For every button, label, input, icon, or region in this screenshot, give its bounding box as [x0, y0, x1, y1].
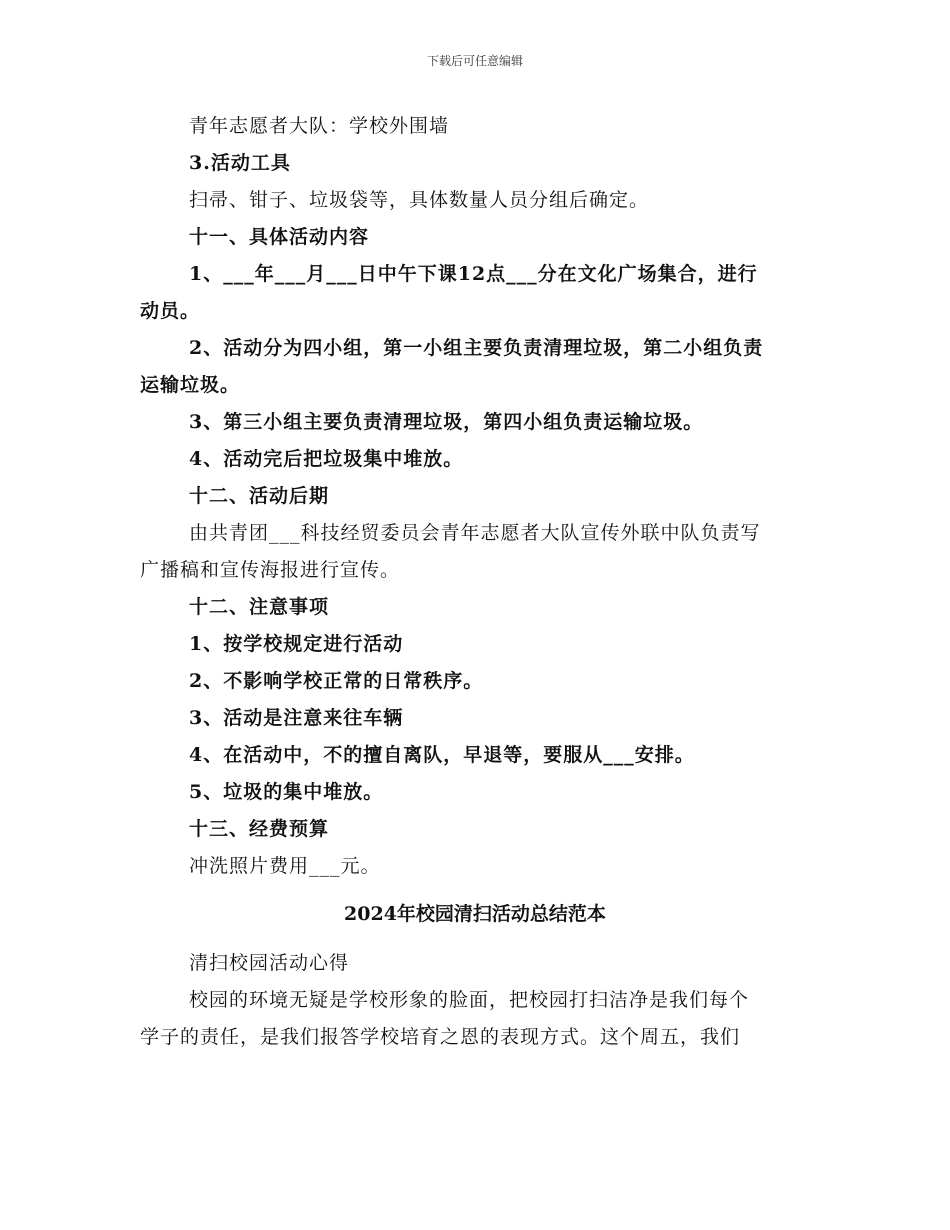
text-line: 3、第三小组主要负责清理垃圾，第四小组负责运输垃圾。 — [189, 411, 704, 433]
text-line: 4、在活动中，不的擅自离队，早退等，要服从___安排。 — [189, 744, 695, 766]
text-line: 1、按学校规定进行活动 — [189, 633, 404, 655]
text-line: 2、不影响学校正常的日常秩序。 — [189, 670, 484, 692]
text-line: 清扫校园活动心得 — [189, 952, 350, 974]
page-header: 下载后可任意编辑 — [426, 54, 523, 68]
section-heading: 十二、注意事项 — [189, 596, 330, 618]
text-line: 青年志愿者大队：学校外围墙 — [189, 115, 450, 137]
text-line: 3、活动是注意来往车辆 — [189, 707, 404, 729]
text-line: 动员。 — [140, 300, 201, 322]
text-line: 4、活动完后把垃圾集中堆放。 — [189, 448, 464, 470]
text-line: 运输垃圾。 — [140, 374, 241, 396]
text-line: 校园的环境无疑是学校形象的脸面，把校园打扫洁净是我们每个 — [189, 989, 750, 1011]
document-title: 2024年校园清扫活动总结范本 — [344, 903, 606, 925]
section-heading: 十一、具体活动内容 — [189, 226, 370, 248]
text-line: 由共青团___科技经贸委员会青年志愿者大队宣传外联中队负责写 — [189, 522, 761, 544]
section-heading: 十二、活动后期 — [189, 485, 330, 507]
section-heading: 3.活动工具 — [189, 152, 291, 174]
text-line: 5、垃圾的集中堆放。 — [189, 781, 384, 803]
text-line: 广播稿和宣传海报进行宣传。 — [140, 559, 401, 581]
text-line: 扫帚、钳子、垃圾袋等，具体数量人员分组后确定。 — [189, 189, 650, 211]
text-line: 学子的责任，是我们报答学校培育之恩的表现方式。这个周五，我们 — [140, 1026, 741, 1048]
text-line: 冲洗照片费用___元。 — [189, 855, 381, 877]
section-heading: 十三、经费预算 — [189, 818, 330, 840]
text-line: 2、活动分为四小组，第一小组主要负责清理垃圾，第二小组负责 — [189, 337, 764, 359]
text-line: 1、___年___月___日中午下课12点___分在文化广场集合，进行 — [189, 263, 758, 285]
